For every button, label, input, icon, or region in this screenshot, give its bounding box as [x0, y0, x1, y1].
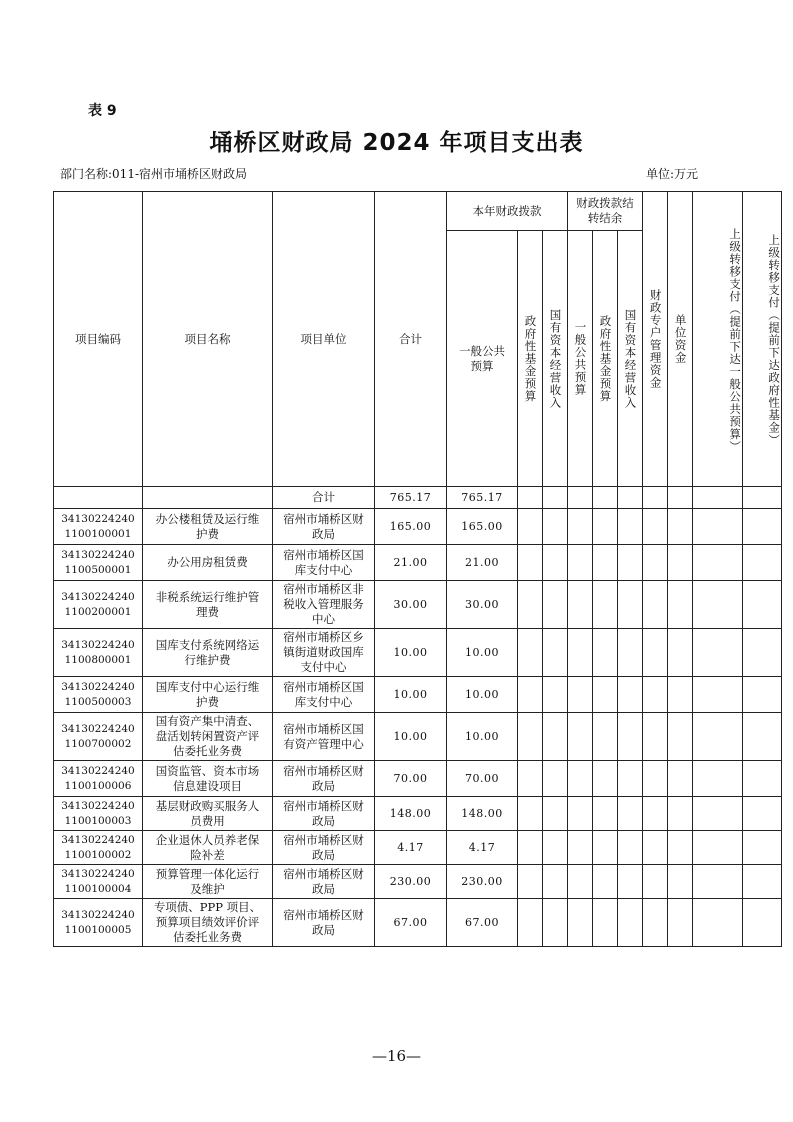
row-project-unit: 宿州市埇桥区财政局 [273, 797, 375, 831]
row-empty-cell [618, 545, 643, 581]
project-code-line: 1100100003 [64, 814, 132, 827]
row-empty-cell [693, 831, 743, 865]
row-project-code [54, 581, 143, 629]
row-empty-cell [668, 713, 693, 761]
row-total: 148.00 [375, 797, 447, 831]
row-project-name: 国资监管、资本市场信息建设项目 [143, 761, 273, 797]
row-empty-cell [618, 509, 643, 545]
row-project-code [54, 545, 143, 581]
row-empty-cell [593, 677, 618, 713]
row-general-budget: 4.17 [447, 831, 518, 865]
row-empty-cell [543, 797, 568, 831]
row-empty-cell [618, 713, 643, 761]
row-project-code [54, 629, 143, 677]
table-row [54, 899, 782, 947]
table-row [54, 677, 782, 713]
row-total: 10.00 [375, 677, 447, 713]
header-carryover-gov-fund: 政府性基金预算 [593, 231, 618, 487]
row-project-code [54, 899, 143, 947]
row-total: 230.00 [375, 865, 447, 899]
project-code-line: 1100500003 [64, 695, 132, 708]
row-empty-cell [568, 797, 593, 831]
project-code-line: 1100100002 [64, 848, 132, 861]
row-project-unit: 宿州市埇桥区非税收入管理服务中心 [273, 581, 375, 629]
row-empty-cell [518, 831, 543, 865]
row-project-code [54, 677, 143, 713]
row-empty-cell [743, 545, 782, 581]
row-empty-cell [643, 713, 668, 761]
row-empty-cell [618, 865, 643, 899]
row-empty-cell [668, 761, 693, 797]
row-empty-cell [643, 629, 668, 677]
row-empty-cell [743, 677, 782, 713]
row-empty-cell [543, 865, 568, 899]
row-empty-cell [693, 677, 743, 713]
row-empty-cell [618, 761, 643, 797]
row-empty-cell [593, 545, 618, 581]
project-code-line: 1100100006 [64, 779, 132, 792]
row-empty-cell [593, 761, 618, 797]
row-general-budget: 230.00 [447, 865, 518, 899]
row-empty-cell [518, 677, 543, 713]
row-project-code [54, 831, 143, 865]
row-empty-cell [643, 677, 668, 713]
row-empty-cell [618, 629, 643, 677]
row-project-unit: 宿州市埇桥区财政局 [273, 761, 375, 797]
table-row [54, 629, 782, 677]
row-empty-cell [693, 899, 743, 947]
table-row [54, 545, 782, 581]
row-empty-cell [568, 899, 593, 947]
row-empty-cell [568, 713, 593, 761]
row-empty-cell [668, 545, 693, 581]
department-name: 部门名称:011-宿州市埇桥区财政局 [60, 167, 248, 181]
row-empty-cell [643, 761, 668, 797]
row-project-name: 办公楼租赁及运行维护费 [143, 509, 273, 545]
row-empty-cell [668, 677, 693, 713]
table-row [54, 581, 782, 629]
row-empty-cell [668, 865, 693, 899]
project-code-line: 34130224240 [61, 722, 135, 735]
table-row [54, 831, 782, 865]
row-empty-cell [593, 713, 618, 761]
row-project-code [54, 713, 143, 761]
project-code-line: 34130224240 [61, 548, 135, 561]
row-project-unit: 宿州市埇桥区财政局 [273, 509, 375, 545]
row-empty-cell [668, 797, 693, 831]
row-empty-cell [668, 629, 693, 677]
header-general: 一般公共预算 [447, 231, 518, 487]
row-project-name: 预算管理一体化运行及维护 [143, 865, 273, 899]
row-project-code [54, 509, 143, 545]
row-empty-cell [568, 761, 593, 797]
row-project-unit: 宿州市埇桥区财政局 [273, 899, 375, 947]
row-total: 30.00 [375, 581, 447, 629]
row-empty-cell [693, 509, 743, 545]
project-code-line: 1100700002 [64, 737, 132, 750]
header-special-fund: 财政专户管理资金 [643, 192, 668, 487]
row-project-name: 企业退休人员养老保险补差 [143, 831, 273, 865]
page-title: 埇桥区财政局 2024 年项目支出表 [209, 130, 584, 156]
header-gov-fund: 政府性基金预算 [518, 231, 543, 487]
row-empty-cell [743, 509, 782, 545]
row-empty-cell [743, 831, 782, 865]
row-general-budget: 148.00 [447, 797, 518, 831]
row-empty-cell [543, 629, 568, 677]
row-project-name: 基层财政购买服务人员费用 [143, 797, 273, 831]
header-transfer-gov: 上级转移支付（提前下达政府性基金） [743, 192, 782, 487]
row-empty-cell [518, 713, 543, 761]
row-empty-cell [543, 677, 568, 713]
row-empty-cell [543, 761, 568, 797]
row-project-unit: 宿州市埇桥区财政局 [273, 831, 375, 865]
header-current-year: 本年财政拨款 [447, 192, 568, 231]
project-code-line: 34130224240 [61, 680, 135, 693]
row-general-budget: 21.00 [447, 545, 518, 581]
row-empty-cell [593, 899, 618, 947]
row-empty-cell [568, 581, 593, 629]
page-number: —16— [371, 1047, 422, 1065]
row-empty-cell [743, 761, 782, 797]
summary-label: 合计 [273, 487, 375, 509]
row-project-unit: 宿州市埇桥区国库支付中心 [273, 677, 375, 713]
row-general-budget: 67.00 [447, 899, 518, 947]
header-total: 合计 [375, 192, 447, 487]
row-empty-cell [743, 797, 782, 831]
row-empty-cell [693, 761, 743, 797]
row-empty-cell [618, 899, 643, 947]
table-label: 表 9 [88, 103, 117, 119]
row-empty-cell [543, 899, 568, 947]
row-empty-cell [518, 545, 543, 581]
row-empty-cell [668, 899, 693, 947]
row-general-budget: 10.00 [447, 629, 518, 677]
row-total: 4.17 [375, 831, 447, 865]
row-empty-cell [643, 581, 668, 629]
project-code-line: 1100100001 [64, 527, 132, 540]
row-empty-cell [618, 831, 643, 865]
row-general-budget: 10.00 [447, 677, 518, 713]
row-empty-cell [743, 581, 782, 629]
row-project-unit: 宿州市埇桥区财政局 [273, 865, 375, 899]
row-empty-cell [593, 509, 618, 545]
row-empty-cell [593, 831, 618, 865]
project-code-line: 34130224240 [61, 764, 135, 777]
row-general-budget: 165.00 [447, 509, 518, 545]
row-total: 10.00 [375, 629, 447, 677]
row-project-name: 专项债、PPP 项目、预算项目绩效评价评估委托业务费 [143, 899, 273, 947]
table-row [54, 713, 782, 761]
summary-row [54, 487, 782, 509]
header-code: 项目编码 [54, 192, 143, 487]
header-carryover-general: 一般公共预算 [568, 231, 593, 487]
project-code-line: 1100200001 [64, 605, 132, 618]
row-total: 21.00 [375, 545, 447, 581]
row-empty-cell [543, 713, 568, 761]
row-project-name: 国库支付中心运行维护费 [143, 677, 273, 713]
row-empty-cell [643, 899, 668, 947]
header-soe-income: 国有资本经营收入 [543, 231, 568, 487]
row-empty-cell [568, 509, 593, 545]
project-code-line: 34130224240 [61, 867, 135, 880]
row-empty-cell [668, 581, 693, 629]
row-project-code [54, 797, 143, 831]
table-row [54, 865, 782, 899]
row-empty-cell [518, 899, 543, 947]
row-empty-cell [643, 865, 668, 899]
row-empty-cell [693, 797, 743, 831]
table-row [54, 509, 782, 545]
project-code-line: 1100100004 [64, 882, 132, 895]
row-total: 67.00 [375, 899, 447, 947]
row-total: 165.00 [375, 509, 447, 545]
row-empty-cell [593, 629, 618, 677]
header-carryover-soe: 国有资本经营收入 [618, 231, 643, 487]
row-empty-cell [668, 509, 693, 545]
row-project-name: 国有资产集中清查、盘活划转闲置资产评估委托业务费 [143, 713, 273, 761]
row-general-budget: 70.00 [447, 761, 518, 797]
project-code-line: 34130224240 [61, 590, 135, 603]
row-general-budget: 10.00 [447, 713, 518, 761]
row-project-unit: 宿州市埇桥区国有资产管理中心 [273, 713, 375, 761]
row-empty-cell [743, 899, 782, 947]
row-empty-cell [568, 629, 593, 677]
header-unit-fund: 单位资金 [668, 192, 693, 487]
row-project-unit: 宿州市埇桥区乡镇街道财政国库支付中心 [273, 629, 375, 677]
row-empty-cell [693, 629, 743, 677]
row-empty-cell [618, 677, 643, 713]
row-empty-cell [743, 865, 782, 899]
row-empty-cell [568, 865, 593, 899]
row-empty-cell [543, 545, 568, 581]
row-empty-cell [593, 865, 618, 899]
row-total: 70.00 [375, 761, 447, 797]
project-code-line: 34130224240 [61, 799, 135, 812]
currency-unit: 单位:万元 [646, 167, 699, 181]
row-empty-cell [543, 831, 568, 865]
row-empty-cell [518, 629, 543, 677]
row-empty-cell [743, 629, 782, 677]
row-empty-cell [518, 865, 543, 899]
row-empty-cell [618, 581, 643, 629]
row-empty-cell [643, 545, 668, 581]
project-expenditure-table [53, 191, 782, 947]
row-empty-cell [693, 545, 743, 581]
row-empty-cell [518, 797, 543, 831]
project-code-line: 1100800001 [64, 653, 132, 666]
row-empty-cell [618, 797, 643, 831]
row-empty-cell [543, 509, 568, 545]
row-empty-cell [643, 797, 668, 831]
header-transfer-general: 上级转移支付（提前下达一般公共预算） [693, 192, 743, 487]
project-code-line: 34130224240 [61, 638, 135, 651]
row-empty-cell [518, 761, 543, 797]
row-empty-cell [693, 865, 743, 899]
row-empty-cell [693, 713, 743, 761]
row-empty-cell [643, 509, 668, 545]
row-general-budget: 30.00 [447, 581, 518, 629]
header-name: 项目名称 [143, 192, 273, 487]
project-code-line: 1100500001 [64, 563, 132, 576]
row-empty-cell [668, 831, 693, 865]
summary-total: 765.17 [375, 487, 447, 509]
row-empty-cell [693, 581, 743, 629]
row-empty-cell [593, 581, 618, 629]
row-total: 10.00 [375, 713, 447, 761]
row-project-code [54, 761, 143, 797]
row-empty-cell [518, 581, 543, 629]
row-project-name: 办公用房租赁费 [143, 545, 273, 581]
row-empty-cell [593, 797, 618, 831]
row-empty-cell [568, 677, 593, 713]
row-empty-cell [568, 545, 593, 581]
project-code-line: 34130224240 [61, 908, 135, 921]
row-empty-cell [568, 831, 593, 865]
header-carryover: 财政拨款结转结余 [568, 192, 643, 231]
summary-general: 765.17 [447, 487, 518, 509]
project-code-line: 34130224240 [61, 512, 135, 525]
table-row [54, 797, 782, 831]
row-empty-cell [518, 509, 543, 545]
row-project-code [54, 865, 143, 899]
row-project-unit: 宿州市埇桥区国库支付中心 [273, 545, 375, 581]
project-code-line: 34130224240 [61, 833, 135, 846]
table-row [54, 761, 782, 797]
row-empty-cell [743, 713, 782, 761]
project-code-line: 1100100005 [64, 923, 132, 936]
row-empty-cell [643, 831, 668, 865]
row-empty-cell [543, 581, 568, 629]
row-project-name: 国库支付系统网络运行维护费 [143, 629, 273, 677]
row-project-name: 非税系统运行维护管理费 [143, 581, 273, 629]
header-unit: 项目单位 [273, 192, 375, 487]
